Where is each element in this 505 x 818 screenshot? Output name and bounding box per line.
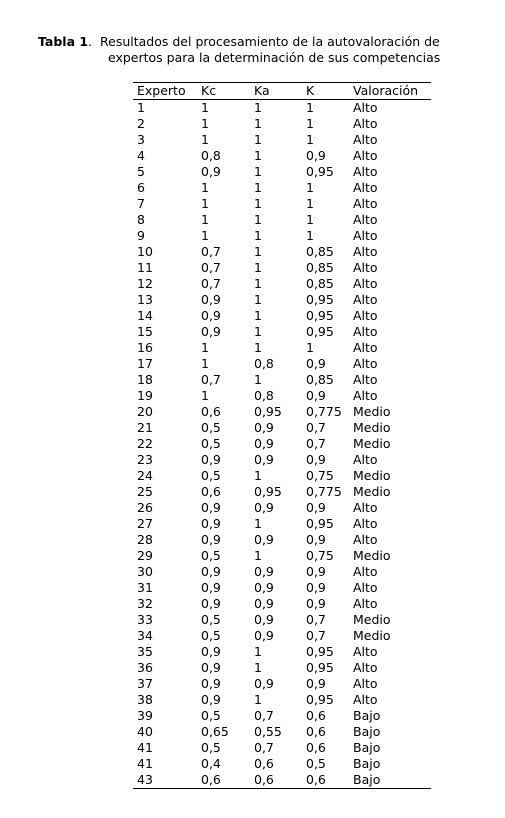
cell-kc: 0,5 xyxy=(201,468,221,483)
cell-ka: 0,95 xyxy=(254,404,282,419)
cell-valoracion: Alto xyxy=(353,308,378,323)
table-row xyxy=(133,740,431,756)
cell-valoracion: Alto xyxy=(353,164,378,179)
cell-ka: 1 xyxy=(254,100,262,115)
cell-kc: 0,5 xyxy=(201,436,221,451)
table-row xyxy=(133,228,431,244)
table-row xyxy=(133,580,431,596)
cell-ka: 1 xyxy=(254,164,262,179)
cell-valoracion: Bajo xyxy=(349,772,431,789)
table-row xyxy=(133,260,431,276)
cell-valoracion: Bajo xyxy=(353,724,381,739)
cell-kc: 0,5 xyxy=(201,628,221,643)
cell-ka: 0,9 xyxy=(254,580,274,595)
cell-experto: 43 xyxy=(133,772,197,789)
cell-kc: 0,9 xyxy=(201,564,221,579)
table-row xyxy=(133,644,431,660)
table-row xyxy=(133,292,431,308)
cell-experto: 2 xyxy=(137,116,145,131)
cell-kc: 1 xyxy=(201,180,209,195)
cell-valoracion: Alto xyxy=(353,516,378,531)
table-body xyxy=(133,100,431,789)
header-k: K xyxy=(302,83,349,100)
cell-kc: 0,9 xyxy=(201,660,221,675)
cell-ka: 0,9 xyxy=(254,532,274,547)
cell-valoracion: Alto xyxy=(353,180,378,195)
cell-experto: 23 xyxy=(137,452,153,467)
cell-valoracion: Alto xyxy=(353,596,378,611)
cell-kc: 0,9 xyxy=(201,516,221,531)
cell-kc: 0,9 xyxy=(201,164,221,179)
cell-ka: 0,9 xyxy=(254,436,274,451)
cell-valoracion: Medio xyxy=(353,612,391,627)
cell-experto: 24 xyxy=(137,468,153,483)
cell-valoracion: Alto xyxy=(353,116,378,131)
table-row xyxy=(133,132,431,148)
cell-experto: 32 xyxy=(137,596,153,611)
cell-kc: 0,9 xyxy=(201,452,221,467)
cell-kc: 0,6 xyxy=(201,484,221,499)
table-row xyxy=(133,612,431,628)
cell-valoracion: Alto xyxy=(353,276,378,291)
table-row xyxy=(133,516,431,532)
caption-label: Tabla 1 xyxy=(38,34,89,49)
table-row xyxy=(133,676,431,692)
table-row xyxy=(133,756,431,772)
table-row xyxy=(133,452,431,468)
cell-valoracion: Bajo xyxy=(353,756,381,771)
cell-valoracion: Alto xyxy=(353,660,378,675)
cell-ka: 1 xyxy=(254,244,262,259)
table-row xyxy=(133,692,431,708)
cell-valoracion: Medio xyxy=(353,436,391,451)
cell-kc: 0,5 xyxy=(201,548,221,563)
cell-ka: 1 xyxy=(254,212,262,227)
cell-ka: 0,7 xyxy=(254,740,274,755)
cell-experto: 36 xyxy=(137,660,153,675)
cell-ka: 0,6 xyxy=(250,772,302,789)
table-row xyxy=(133,468,431,484)
cell-kc: 0,9 xyxy=(201,324,221,339)
cell-experto: 41 xyxy=(137,740,153,755)
cell-k: 0,85 xyxy=(306,260,334,275)
table-row xyxy=(133,596,431,612)
cell-ka: 1 xyxy=(254,148,262,163)
cell-experto: 14 xyxy=(137,308,153,323)
cell-k: 0,85 xyxy=(306,372,334,387)
cell-ka: 1 xyxy=(254,644,262,659)
cell-experto: 9 xyxy=(137,228,145,243)
cell-ka: 1 xyxy=(254,196,262,211)
cell-ka: 0,9 xyxy=(254,676,274,691)
table-row xyxy=(133,420,431,436)
cell-valoracion: Alto xyxy=(353,100,378,115)
cell-experto: 6 xyxy=(137,180,145,195)
table-row xyxy=(133,500,431,516)
cell-ka: 1 xyxy=(254,516,262,531)
cell-ka: 1 xyxy=(254,372,262,387)
table-row xyxy=(133,484,431,500)
cell-ka: 1 xyxy=(254,340,262,355)
table-row xyxy=(133,100,431,117)
cell-k: 0,7 xyxy=(306,628,326,643)
cell-kc: 0,9 xyxy=(201,500,221,515)
cell-k: 1 xyxy=(306,180,314,195)
cell-k: 0,9 xyxy=(306,452,326,467)
header-ka: Ka xyxy=(250,83,302,100)
cell-k: 0,6 xyxy=(302,772,349,789)
cell-k: 0,775 xyxy=(306,484,342,499)
cell-kc: 1 xyxy=(201,116,209,131)
cell-valoracion: Medio xyxy=(353,628,391,643)
cell-ka: 0,9 xyxy=(254,612,274,627)
cell-kc: 0,6 xyxy=(197,772,250,789)
cell-kc: 0,8 xyxy=(201,148,221,163)
cell-experto: 11 xyxy=(137,260,153,275)
cell-k: 1 xyxy=(306,340,314,355)
cell-valoracion: Medio xyxy=(353,404,391,419)
cell-experto: 27 xyxy=(137,516,153,531)
cell-valoracion: Alto xyxy=(353,228,378,243)
header-row xyxy=(133,83,431,100)
cell-kc: 1 xyxy=(201,356,209,371)
table-row xyxy=(133,196,431,212)
cell-k: 1 xyxy=(306,196,314,211)
cell-k: 0,6 xyxy=(306,740,326,755)
cell-experto: 19 xyxy=(137,388,153,403)
cell-ka: 0,95 xyxy=(254,484,282,499)
cell-ka: 0,7 xyxy=(254,708,274,723)
cell-experto: 10 xyxy=(137,244,153,259)
cell-valoracion: Alto xyxy=(353,388,378,403)
cell-kc: 0,9 xyxy=(201,532,221,547)
cell-kc: 0,5 xyxy=(201,420,221,435)
cell-valoracion: Bajo xyxy=(353,708,381,723)
cell-experto: 40 xyxy=(137,724,153,739)
cell-k: 1 xyxy=(306,100,314,115)
cell-kc: 0,5 xyxy=(201,612,221,627)
cell-valoracion: Alto xyxy=(353,564,378,579)
cell-ka: 1 xyxy=(254,292,262,307)
cell-k: 0,9 xyxy=(306,580,326,595)
cell-k: 1 xyxy=(306,212,314,227)
cell-k: 0,75 xyxy=(306,468,334,483)
cell-kc: 0,9 xyxy=(201,676,221,691)
cell-kc: 1 xyxy=(201,100,209,115)
cell-kc: 0,9 xyxy=(201,692,221,707)
table-row xyxy=(133,724,431,740)
cell-valoracion: Medio xyxy=(353,468,391,483)
cell-k: 0,9 xyxy=(306,388,326,403)
cell-k: 0,7 xyxy=(306,420,326,435)
table-row xyxy=(133,340,431,356)
cell-valoracion: Alto xyxy=(353,644,378,659)
cell-valoracion: Alto xyxy=(353,324,378,339)
table-row xyxy=(133,564,431,580)
table-row xyxy=(133,660,431,676)
cell-ka: 1 xyxy=(254,660,262,675)
table-row xyxy=(133,772,431,789)
cell-k: 0,95 xyxy=(306,692,334,707)
cell-k: 0,9 xyxy=(306,676,326,691)
table-row xyxy=(133,436,431,452)
cell-k: 0,95 xyxy=(306,516,334,531)
cell-experto: 37 xyxy=(137,676,153,691)
cell-ka: 0,9 xyxy=(254,596,274,611)
cell-k: 0,95 xyxy=(306,308,334,323)
cell-ka: 0,9 xyxy=(254,452,274,467)
cell-kc: 1 xyxy=(201,212,209,227)
cell-k: 0,95 xyxy=(306,164,334,179)
cell-kc: 1 xyxy=(201,196,209,211)
cell-experto: 22 xyxy=(137,436,153,451)
cell-ka: 1 xyxy=(254,228,262,243)
table-row xyxy=(133,276,431,292)
cell-experto: 33 xyxy=(137,612,153,627)
cell-valoracion: Alto xyxy=(353,260,378,275)
cell-experto: 5 xyxy=(137,164,145,179)
cell-kc: 0,9 xyxy=(201,308,221,323)
cell-experto: 16 xyxy=(137,340,153,355)
table-row xyxy=(133,628,431,644)
caption-punct: . xyxy=(88,34,93,49)
table-row xyxy=(133,324,431,340)
table-row xyxy=(133,164,431,180)
cell-experto: 21 xyxy=(137,420,153,435)
table-row xyxy=(133,388,431,404)
cell-ka: 1 xyxy=(254,324,262,339)
cell-kc: 1 xyxy=(201,228,209,243)
cell-kc: 0,7 xyxy=(201,260,221,275)
cell-valoracion: Alto xyxy=(353,452,378,467)
cell-k: 0,7 xyxy=(306,436,326,451)
cell-experto: 3 xyxy=(137,132,145,147)
cell-experto: 26 xyxy=(137,500,153,515)
cell-valoracion: Alto xyxy=(353,340,378,355)
cell-k: 0,95 xyxy=(306,324,334,339)
cell-k: 1 xyxy=(306,116,314,131)
cell-k: 0,9 xyxy=(306,596,326,611)
cell-experto: 8 xyxy=(137,212,145,227)
cell-experto: 34 xyxy=(137,628,153,643)
results-table xyxy=(133,82,431,789)
table-row xyxy=(133,116,431,132)
table-header xyxy=(133,83,431,100)
cell-kc: 0,7 xyxy=(201,244,221,259)
cell-k: 0,9 xyxy=(306,356,326,371)
cell-valoracion: Alto xyxy=(353,148,378,163)
cell-k: 0,95 xyxy=(306,292,334,307)
table-row xyxy=(133,148,431,164)
cell-ka: 1 xyxy=(254,692,262,707)
cell-ka: 1 xyxy=(254,276,262,291)
cell-kc: 0,9 xyxy=(201,580,221,595)
table-row xyxy=(133,244,431,260)
table-row xyxy=(133,372,431,388)
cell-kc: 1 xyxy=(201,132,209,147)
cell-valoracion: Alto xyxy=(353,372,378,387)
cell-valoracion: Alto xyxy=(353,132,378,147)
cell-experto: 35 xyxy=(137,644,153,659)
cell-experto: 28 xyxy=(137,532,153,547)
cell-kc: 1 xyxy=(201,340,209,355)
cell-experto: 4 xyxy=(137,148,145,163)
cell-k: 0,95 xyxy=(306,660,334,675)
cell-experto: 39 xyxy=(137,708,153,723)
cell-valoracion: Alto xyxy=(353,196,378,211)
cell-experto: 7 xyxy=(137,196,145,211)
cell-ka: 1 xyxy=(254,308,262,323)
cell-ka: 0,6 xyxy=(254,756,274,771)
cell-experto: 1 xyxy=(137,100,145,115)
table-row xyxy=(133,548,431,564)
cell-ka: 1 xyxy=(254,180,262,195)
cell-ka: 0,55 xyxy=(254,724,282,739)
cell-k: 0,95 xyxy=(306,644,334,659)
cell-k: 0,9 xyxy=(306,148,326,163)
cell-valoracion: Alto xyxy=(353,580,378,595)
cell-valoracion: Alto xyxy=(353,532,378,547)
cell-valoracion: Medio xyxy=(353,548,391,563)
cell-kc: 0,9 xyxy=(201,292,221,307)
cell-k: 1 xyxy=(306,228,314,243)
cell-ka: 1 xyxy=(254,548,262,563)
cell-experto: 15 xyxy=(137,324,153,339)
cell-kc: 0,5 xyxy=(201,740,221,755)
header-experto: Experto xyxy=(133,83,197,100)
cell-kc: 0,5 xyxy=(201,708,221,723)
table-row xyxy=(133,308,431,324)
cell-kc: 0,6 xyxy=(201,404,221,419)
cell-valoracion: Alto xyxy=(353,692,378,707)
cell-valoracion: Bajo xyxy=(353,740,381,755)
cell-kc: 0,7 xyxy=(201,372,221,387)
cell-ka: 0,9 xyxy=(254,564,274,579)
cell-kc: 0,7 xyxy=(201,276,221,291)
table-row xyxy=(133,532,431,548)
cell-valoracion: Medio xyxy=(353,484,391,499)
cell-kc: 1 xyxy=(201,388,209,403)
cell-kc: 0,9 xyxy=(201,644,221,659)
caption-text-line2: expertos para la determinación de sus competencias xyxy=(108,50,441,65)
cell-valoracion: Alto xyxy=(353,212,378,227)
cell-ka: 0,9 xyxy=(254,420,274,435)
caption-text-line1: Resultados del procesamiento de la autovaloración de xyxy=(100,34,440,49)
header-kc: Kc xyxy=(197,83,250,100)
cell-experto: 20 xyxy=(137,404,153,419)
cell-experto: 38 xyxy=(137,692,153,707)
table-row xyxy=(133,180,431,196)
cell-valoracion: Alto xyxy=(353,292,378,307)
cell-k: 0,775 xyxy=(306,404,342,419)
cell-k: 0,85 xyxy=(306,276,334,291)
cell-k: 0,6 xyxy=(306,724,326,739)
cell-k: 0,85 xyxy=(306,244,334,259)
cell-ka: 0,9 xyxy=(254,500,274,515)
cell-valoracion: Alto xyxy=(353,676,378,691)
cell-k: 0,9 xyxy=(306,564,326,579)
cell-ka: 0,9 xyxy=(254,628,274,643)
cell-ka: 1 xyxy=(254,116,262,131)
cell-k: 0,5 xyxy=(306,756,326,771)
cell-experto: 30 xyxy=(137,564,153,579)
cell-experto: 13 xyxy=(137,292,153,307)
cell-kc: 0,9 xyxy=(201,596,221,611)
cell-ka: 0,8 xyxy=(254,388,274,403)
cell-ka: 1 xyxy=(254,132,262,147)
table-row xyxy=(133,212,431,228)
cell-experto: 25 xyxy=(137,484,153,499)
cell-k: 0,9 xyxy=(306,532,326,547)
cell-ka: 1 xyxy=(254,260,262,275)
cell-experto: 18 xyxy=(137,372,153,387)
table-caption xyxy=(38,34,478,66)
header-valoracion: Valoración xyxy=(349,83,431,100)
table-row xyxy=(133,404,431,420)
cell-valoracion: Medio xyxy=(353,420,391,435)
cell-k: 0,7 xyxy=(306,612,326,627)
cell-kc: 0,4 xyxy=(201,756,221,771)
cell-ka: 0,8 xyxy=(254,356,274,371)
cell-experto: 17 xyxy=(137,356,153,371)
cell-ka: 1 xyxy=(254,468,262,483)
cell-experto: 31 xyxy=(137,580,153,595)
cell-kc: 0,65 xyxy=(201,724,229,739)
cell-k: 0,9 xyxy=(306,500,326,515)
cell-valoracion: Alto xyxy=(353,500,378,515)
cell-valoracion: Alto xyxy=(353,356,378,371)
cell-experto: 12 xyxy=(137,276,153,291)
cell-experto: 29 xyxy=(137,548,153,563)
table-row xyxy=(133,708,431,724)
cell-k: 0,6 xyxy=(306,708,326,723)
cell-k: 1 xyxy=(306,132,314,147)
cell-valoracion: Alto xyxy=(353,244,378,259)
cell-k: 0,75 xyxy=(306,548,334,563)
cell-experto: 41 xyxy=(137,756,153,771)
table-row xyxy=(133,356,431,372)
